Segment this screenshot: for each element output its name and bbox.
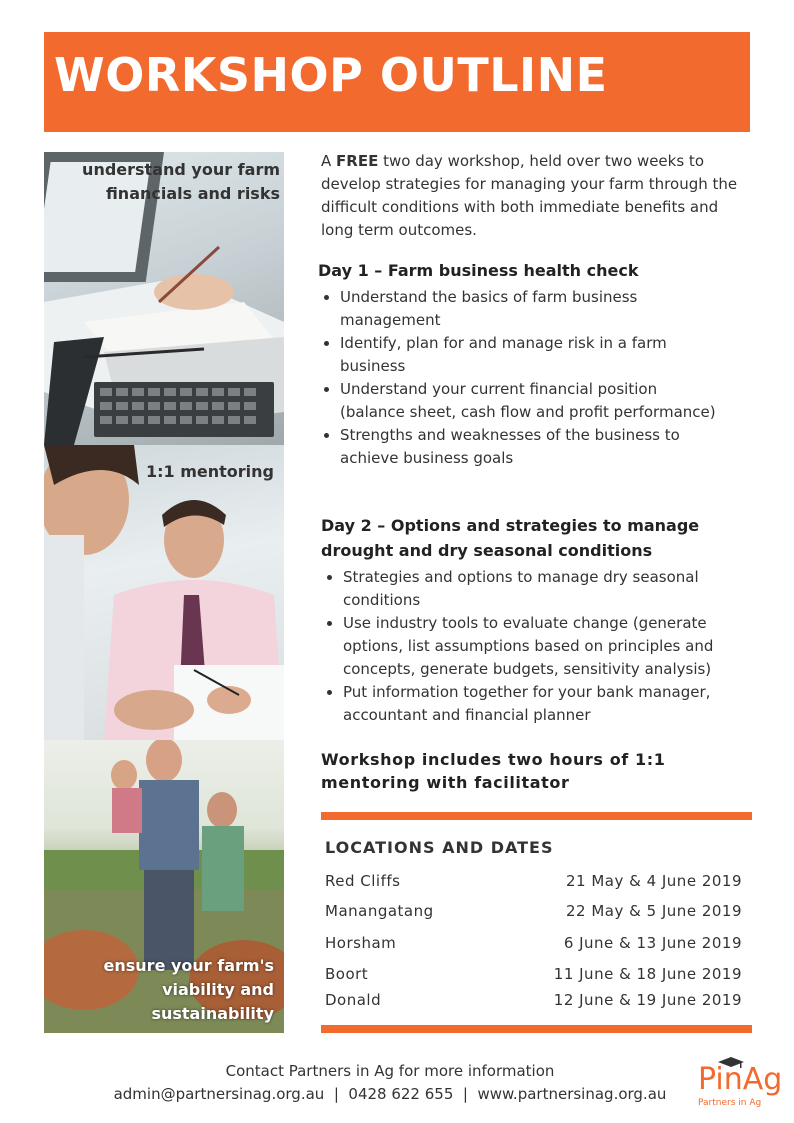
logo-mark: PinAg (698, 1062, 783, 1097)
location-place: Red Cliffs (325, 872, 401, 890)
list-item: • Understand the basics of farm business management (340, 286, 720, 332)
bottom-divider (321, 1025, 752, 1033)
contact-heading: Contact Partners in Ag for more information (225, 1062, 555, 1080)
list-item: • Use industry tools to evaluate change (generate options, list assumptions based on principles and concepts, generate budgets, sensitivity analysis) (343, 612, 753, 681)
location-place: Horsham (325, 934, 397, 952)
location-dates: 21 May & 4 June 2019 (565, 872, 742, 890)
list-item: • Understand your current financial position (balance sheet, cash flow and profit performance) (340, 378, 720, 424)
location-place: Boort (325, 965, 369, 983)
location-dates: 12 June & 19 June 2019 (553, 991, 742, 1009)
contact-details[interactable]: admin@partnersinag.org.au | 0428 622 655 | www.partnersinag.org.au (113, 1085, 667, 1103)
top-divider (321, 812, 752, 820)
list-item: • Put information together for your bank manager, accountant and financial planner (343, 681, 753, 727)
location-dates: 6 June & 13 June 2019 (563, 934, 742, 952)
intro-prefix: A (321, 152, 332, 170)
day2-heading: Day 2 – Options and strategies to manage drought and dry seasonal conditions (321, 516, 700, 560)
finance-caption: understand your farm financials and risks (82, 160, 280, 203)
mentoring-note: Workshop includes two hours of 1:1 mentoring with facilitator (321, 750, 666, 792)
mentoring-illustration (44, 445, 284, 740)
free-highlight: FREE (336, 152, 379, 170)
list-item: • Strengths and weaknesses of the business to achieve business goals (340, 424, 720, 470)
location-place: Donald (325, 991, 382, 1009)
pinag-logo (694, 1058, 784, 1113)
day1-list (318, 286, 720, 470)
day1-heading: Day 1 – Farm business health check (318, 261, 639, 280)
intro-paragraph (321, 150, 751, 242)
location-dates: 22 May & 5 June 2019 (565, 902, 742, 920)
list-item: • Strategies and options to manage dry seasonal conditions (343, 566, 753, 612)
mentoring-caption: 1:1 mentoring (145, 462, 274, 481)
locations-heading: LOCATIONS AND DATES (325, 838, 554, 857)
intro-text: two day workshop, held over two weeks to develop strategies for managing your farm through the difficult conditions with both immediate benefits and long term outcomes. (321, 152, 738, 239)
logo-subtitle: Partners in Ag (698, 1098, 762, 1108)
day2-list (321, 566, 753, 727)
location-dates: 11 June & 18 June 2019 (553, 965, 742, 983)
location-place: Manangatang (325, 902, 434, 920)
viability-caption: ensure your farm's viability and sustainability (103, 956, 274, 1023)
list-item: • Identify, plan for and manage risk in a farm business (340, 332, 720, 378)
mentoring-photo (44, 445, 284, 740)
page-title: WORKSHOP OUTLINE (54, 48, 608, 102)
